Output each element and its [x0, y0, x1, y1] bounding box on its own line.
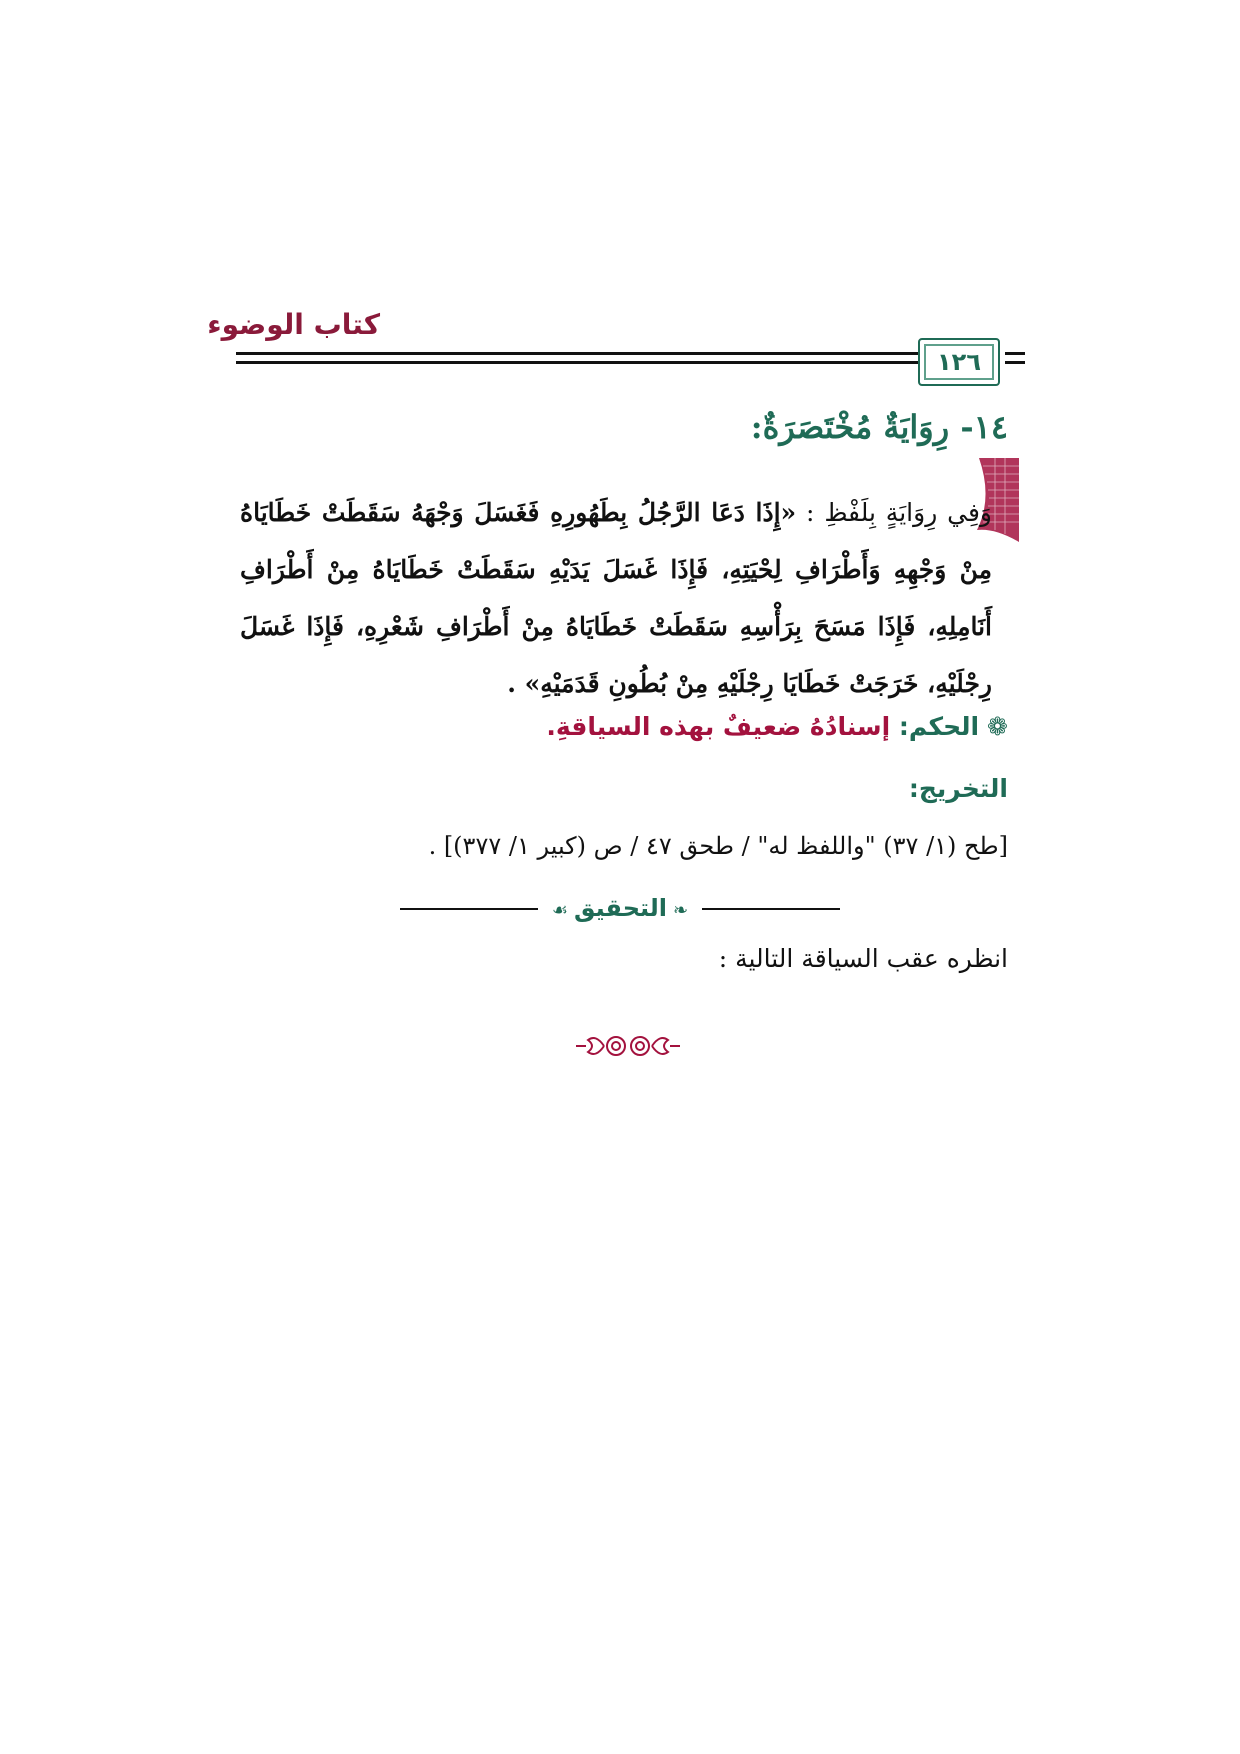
hadith-intro: وَفِي رِوَايَةٍ بِلَفْظِ :	[796, 498, 992, 527]
header-rule-end-top	[1005, 352, 1025, 355]
header-rule-bottom	[236, 361, 996, 364]
tahqiq-divider	[400, 888, 840, 928]
divider-line-right	[700, 908, 840, 910]
header-rule-end-bottom	[1005, 361, 1025, 364]
takhrij-heading: التخريج:	[908, 774, 1008, 803]
running-header-title: كتاب الوضوء	[207, 308, 380, 341]
ruling-label: الحكم:	[898, 712, 980, 741]
tahqiq-label: التحقيق	[574, 894, 668, 922]
ornament-icon: ❧	[673, 900, 689, 921]
page-number-badge: ١٢٦	[918, 338, 1000, 386]
hadith-body: «إِذَا دَعَا الرَّجُلُ بِطَهُورِهِ فَغَسَلَ وَجْهَهُ سَقَطَتْ خَطَايَاهُ مِنْ وَجْهِهِ وَأَطْرَافِ لِحْيَتِهِ، فَإِذَا غَسَلَ يَدَيْهِ سَقَطَتْ خَطَايَاهُ مِنْ أَطْرَافِ أَنَامِلِهِ، فَإِذَا مَسَحَ بِرَأْسِهِ سَقَطَتْ خَطَايَاهُ مِنْ أَطْرَافِ شَعْرِهِ، فَإِذَا غَسَلَ رِجْلَيْهِ، خَرَجَتْ خَطَايَا رِجْلَيْهِ مِنْ بُطُونِ قَدَمَيْهِ» .	[240, 498, 992, 698]
tahqiq-label-wrap	[538, 894, 702, 922]
header-rule-top	[236, 352, 996, 355]
note-text: انظره عقب السياقة التالية :	[718, 944, 1008, 973]
ornament-icon: ☙	[551, 900, 568, 921]
takhrij-references: [طح (١/ ٣٧) "واللفظ له" / طحق ٤٧ / ص (كبير ١/ ٣٧٧)] .	[428, 832, 1008, 860]
ruling-value: إسنادُهُ ضعيفٌ بهذه السياقةِ.	[546, 712, 891, 741]
divider-line-left	[400, 908, 540, 910]
ruling	[546, 712, 1008, 741]
end-ornament-icon	[568, 1026, 688, 1066]
hadith-text	[240, 484, 992, 712]
flower-icon: ❁	[987, 712, 1008, 741]
section-heading: ١٤- رِوَايَةٌ مُخْتَصَرَةٌ:	[750, 408, 1008, 446]
